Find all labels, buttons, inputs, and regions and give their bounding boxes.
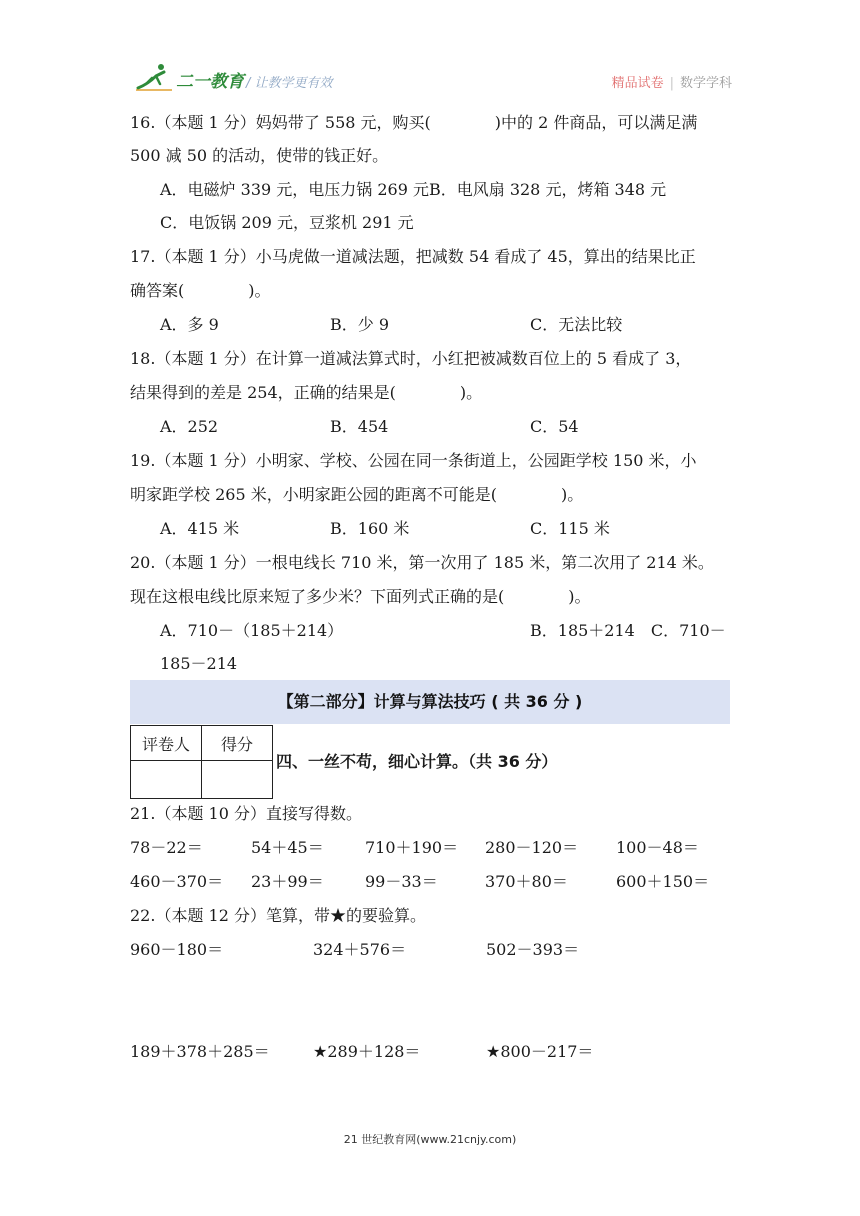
question-19-line-2: 明家距学校 265 米，小明家距公园的距离不可能是( )。 [130,485,584,504]
question-18-option-c: C．54 [530,417,579,436]
q21-item-9: 370＋80＝ [485,872,568,891]
score-table-score-header: 得分 [202,726,273,761]
score-table-grader-header: 评卷人 [131,726,202,761]
question-17-line-1: 17.（本题 1 分）小马虎做一道减法题，把减数 54 看成了 45，算出的结果比正 [130,247,696,266]
page-footer: 21 世纪教育网(www.21cnjy.com) [343,1133,517,1146]
question-19-option-a: A．415 米 [160,519,240,538]
question-20-line-1: 20.（本题 1 分）一根电线长 710 米，第一次用了 185 米，第二次用了 214 米。 [130,553,714,572]
question-18-line-1: 18.（本题 1 分）在计算一道减法算式时，小红把被减数百位上的 5 看成了 3， [130,349,692,368]
question-20-option-bc: B．185＋214 C．710－ [530,621,726,640]
q21-item-7: 23＋99＝ [251,872,324,891]
part-two-banner-text: 【第二部分】计算与算法技巧 ( 共 36 分 ) [277,692,583,711]
question-17-option-c: C．无法比较 [530,315,623,334]
q21-item-8: 99－33＝ [365,872,438,891]
q21-item-2: 54＋45＝ [251,838,324,857]
brand-slogan: / 让教学更有效 [246,76,333,91]
question-20-option-c-cont: 185－214 [160,654,238,673]
question-21-title: 21.（本题 10 分）直接写得数。 [130,804,362,823]
q22-item-4: 189＋378＋285＝ [130,1042,270,1061]
q21-item-6: 460－370＝ [130,872,224,891]
running-person-icon [134,62,174,92]
question-20-line-2: 现在这根电线比原来短了多少米？下面列式正确的是( )。 [130,587,591,606]
q22-item-1: 960－180＝ [130,940,224,959]
section-four-title: 四、一丝不苟，细心计算。（共 36 分） [276,752,558,771]
brand-name: 二一教育 [176,72,244,92]
question-18-option-a: A．252 [160,417,219,436]
question-16-line-1: 16.（本题 1 分）妈妈带了 558 元，购买( )中的 2 件商品，可以满足满 [130,113,698,132]
question-16-option-ab: A．电磁炉 339 元，电压力锅 269 元B．电风扇 328 元，烤箱 348 元 [160,180,667,199]
q22-item-2: 324＋576＝ [313,940,407,959]
question-19-option-b: B．160 米 [330,519,410,538]
q21-item-4: 280－120＝ [485,838,579,857]
question-17-option-a: A．多 9 [160,315,219,334]
header-tags: 精品试卷 | 数学学科 [611,76,732,91]
question-18-line-2: 结果得到的差是 254，正确的结果是( )。 [130,383,483,402]
question-19-option-c: C．115 米 [530,519,610,538]
score-table-grader-cell[interactable] [131,761,202,799]
question-20-option-a: A．710－（185＋214） [160,621,344,640]
q22-item-3: 502－393＝ [486,940,580,959]
q21-item-5: 100－48＝ [616,838,699,857]
question-22-title: 22.（本题 12 分）笔算，带★的要验算。 [130,906,426,925]
question-16-option-c: C．电饭锅 209 元，豆浆机 291 元 [160,213,414,232]
question-18-option-b: B．454 [330,417,389,436]
question-17-line-2: 确答案( )。 [130,281,271,300]
score-table [130,725,273,799]
q21-item-1: 78－22＝ [130,838,203,857]
q22-item-5: ★289＋128＝ [313,1042,421,1061]
q21-item-3: 710＋190＝ [365,838,459,857]
question-16-line-2: 500 减 50 的活动，使带的钱正好。 [130,146,389,165]
score-table-score-cell[interactable] [202,761,273,799]
part-two-banner [130,680,730,724]
question-19-line-1: 19.（本题 1 分）小明家、学校、公园在同一条街道上，公园距学校 150 米，小 [130,451,697,470]
q22-item-6: ★800－217＝ [486,1042,594,1061]
header-tag-left: 精品试卷 [611,76,664,91]
header-tag-right: 数学学科 [679,76,732,91]
question-17-option-b: B．少 9 [330,315,390,334]
q21-item-10: 600＋150＝ [616,872,710,891]
